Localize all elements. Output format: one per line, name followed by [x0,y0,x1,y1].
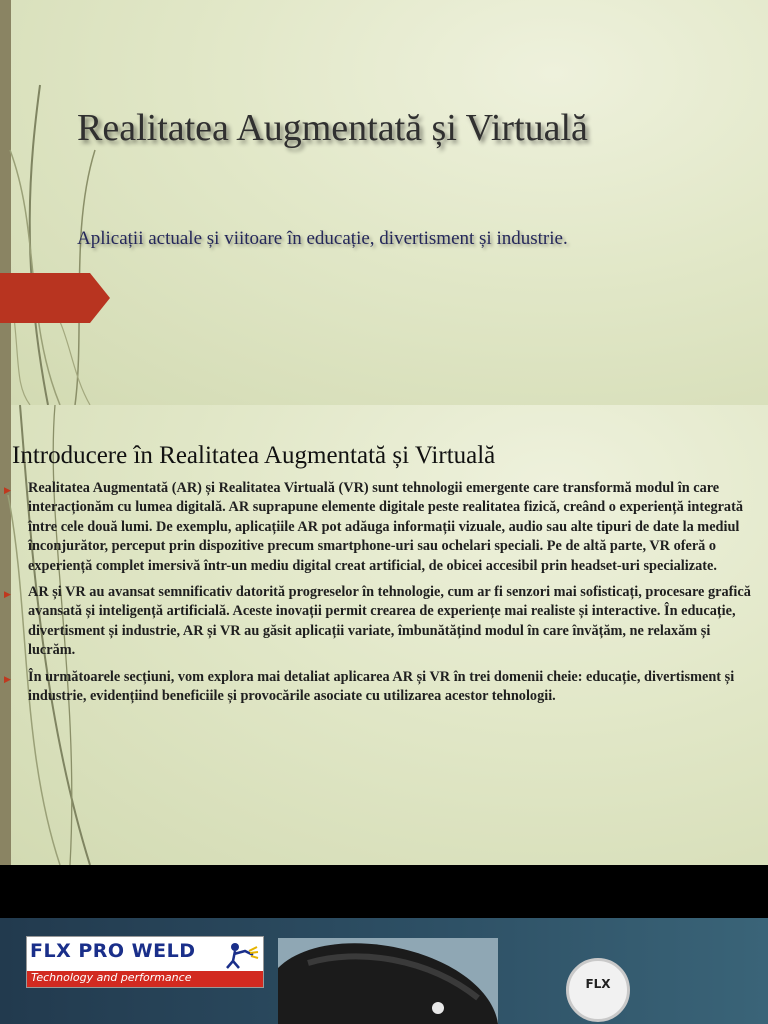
flx-badge-icon [566,958,630,1022]
bullet-text: În următoarele secțiuni, vom explora mai detaliat aplicarea AR și VR în trei domenii cheie: educație, divertisment și industrie, evidențiind beneficiile și provocările asociate cu utilizarea acestor tehnologii. [28,668,735,705]
slide-subtitle: Aplicații actuale și viitoare în educație, divertisment și industrie. [77,228,568,249]
arrow-bullet-icon: ▶ [4,673,11,684]
slide-title [0,0,768,405]
bullet-list [4,479,758,713]
arrow-bullet-icon: ▶ [4,589,11,600]
section-heading: Introducere în Realitatea Augmentată și Virtuală [12,442,496,469]
arrow-bullet-icon: ▶ [4,485,11,495]
bullet-item [4,668,758,707]
red-arrow-icon [0,273,112,323]
brand-name: FLX PRO WELD [30,940,196,962]
slide-introduction [0,405,768,865]
bullet-item [4,583,758,661]
brand-tagline: Technology and performance [31,971,192,984]
brand-logo[interactable] [26,936,264,988]
badge-label: FLX [585,977,611,991]
brand-tagline-bar [27,971,263,987]
bullet-item [4,479,758,576]
welding-helmet-icon [278,938,498,1024]
slide-title-heading: Realitatea Augmentată și Virtuală [77,107,588,149]
welder-icon [223,941,259,969]
bullet-text: AR și VR au avansat semnificativ datorită progreselor în tehnologie, cum ar fi senzori mai sofisticați, procesare grafică avansată și inteligență artificială. Aceste inovații permit crearea de experiențe mai realiste și interactive. În educație, divertisment și industrie, AR și VR au găsit aplicații variate, îmbunătățind modul în care învățăm, ne relaxăm și lucrăm. [28,584,751,659]
vine-decoration-icon [0,0,130,405]
bullet-text: Realitatea Augmentată (AR) și Realitatea Virtuală (VR) sunt tehnologii emergente care transformă modul în care interacționăm cu lumea digitală. AR suprapune elemente digitale peste realitatea fizică, creând o experiență integrată între cele două lumi. De exemplu, aplicațiile AR pot adăuga informații vizuale, audio sau alte tipuri de date la mediul înconjurător, perceput prin dispozitive precum smartphone-uri sau ochelari speciali. Pe de altă parte, VR oferă o experiență complet imersivă într-un mediu digital creat artificial, de obicei accesibil prin headset-uri specializate. [28,480,743,574]
advertisement-banner[interactable] [0,918,768,1024]
